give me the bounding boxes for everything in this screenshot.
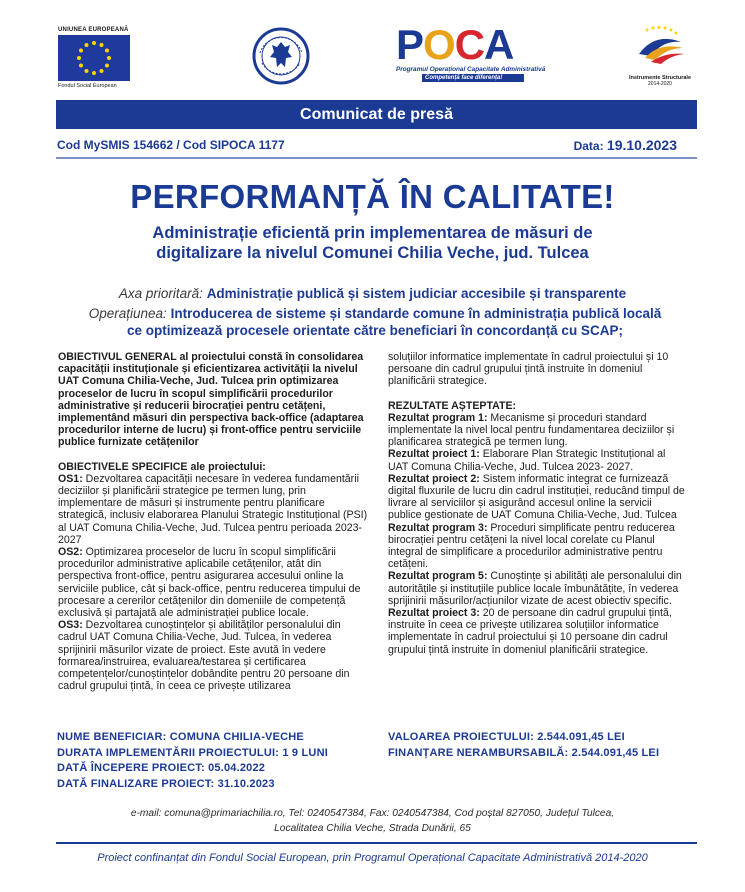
poca-logo: [396, 21, 546, 94]
structural-instruments-years: 2014-2020: [648, 81, 672, 87]
project-summary-right: [388, 730, 659, 761]
expected-results-heading: REZULTATE AȘTEPTATE:: [388, 399, 517, 412]
footer-divider: [56, 842, 697, 844]
subtitle-line-2: digitalizare la nivelul Comunei Chilia Veche, jud. Tulcea: [156, 244, 589, 262]
government-seal-icon: [252, 27, 310, 85]
implementation-duration: DURATA IMPLEMENTĂRII PROIECTULUI: 1 9 LUNI: [57, 746, 328, 759]
right-column: [388, 351, 688, 656]
result-item: Rezultat proiect 1: Elaborare Plan Strategic Instituțional al UAT Comuna Chilia-Veche, Jud. Tulcea 2023- 2027.: [388, 448, 666, 473]
result-item: Rezultat program 1: Mecanisme și proceduri standard implementate la nivel local pentru fundamentarea deciziilor și planificarea strategică pe termen lung.: [388, 411, 675, 449]
eu-logo: [58, 27, 134, 89]
funding-footer: Proiect confinanțat din Fondul Social European, prin Programul Operațional Capacitate Administrativă 2014-2020: [97, 852, 648, 864]
priority-axis-value: Administrație publică și sistem judiciar accesibile și transparente: [206, 286, 627, 301]
project-value: VALOAREA PROIECTULUI: 2.544.091,45 LEI: [388, 731, 625, 743]
specific-objective-1: OS1: Dezvoltarea capacității necesare în vederea fundamentării deciziilor și planificării strategice pe termen lung, prin implementare de măsuri și instrumente pentru planificare strategică, inclusiv elaborarea Planului Strategic Instituțional (PSI) al UAT Comuna Chilia-Veche, Jud. Tulcea pentru perioada 2023-2027: [58, 472, 368, 546]
operation-label: Operațiunea:: [88, 306, 167, 321]
result-item: Rezultat program 3: Proceduri simplificate pentru reducerea birocrației pentru cetățeni la nivel local corelate cu Planul integral de simplificare a procedurilor administrative pentru cetățeni.: [388, 521, 675, 571]
release-date: [574, 137, 677, 153]
project-summary-left: [57, 730, 328, 792]
government-seal: [252, 27, 310, 85]
logo-bar: [0, 22, 745, 92]
end-date: DATĂ FINALIZARE PROIECT: 31.10.2023: [57, 777, 275, 790]
operation-value-line-1: Introducerea de sisteme și standarde comune în administrația publică locală: [170, 306, 662, 321]
poca-motto: Competență face diferența!: [422, 74, 524, 82]
contact-line-1: e-mail: comuna@primariachilia.ro, Tel: 0240547384, Fax: 0240547384, Cod poștal 827050, Județul Tulcea,: [130, 808, 615, 819]
press-release-banner: Comunicat de presă: [56, 100, 697, 129]
left-column: [58, 351, 372, 692]
general-objective: OBIECTIVUL GENERAL al proiectului constă în consolidarea capacității instituționale și eficientizarea activității la nivelul UAT Comuna Chilia-Veche, Jud. Tulcea prin optimizarea proceselor de lucru în scopul simplificării procedurilor administrative și reducerii birocrației pentru cetățeni, implementând măsuri din perspectiva back-office (adaptarea procedurilor interne de lucru) și front-office pentru serviciile publice furnizate cetățenilor: [58, 351, 364, 449]
eu-flag-icon: [58, 35, 130, 81]
header-divider: [56, 157, 697, 159]
result-item: Rezultat proiect 3: 20 de persoane din cadrul grupului țintă, instruite în ceea ce privește utilizarea soluțiilor informatice implementate în cadrul proiectului și 10 persoane din cadrul grupului țintă instruite în domeniul planificării strategice.: [388, 607, 672, 656]
priority-axis: [0, 286, 745, 301]
operation-value-line-2: ce optimizează procesele orientate către beneficiari în concordanță cu SCAP;: [127, 323, 623, 338]
start-date: DATĂ ÎNCEPERE PROIECT: 05.04.2022: [57, 762, 266, 774]
project-codes: Cod MySMIS 154662 / Cod SIPOCA 1177: [57, 138, 285, 152]
structural-instruments-logo: [625, 24, 695, 94]
page-title: PERFORMANȚĂ ÎN CALITATE!: [130, 178, 615, 215]
specific-objective-3: OS3: Dezvoltarea cunoștințelor și abilităților personalului din cadrul UAT Comuna Chilia-Veche, Jud. Tulcea, în vederea sprijinirii măsurilor vizate de proiect. Este avută în vedere formarea/instruirea, evaluarea/testarea și certificarea competențelor/cunoștințelor dobândite pentru 20 persoane din cadrul grupului țintă, în ceea ce privește utilizarea: [58, 619, 350, 693]
date-label: Data:: [573, 139, 607, 153]
specific-objectives-heading: OBIECTIVELE SPECIFICE ale proiectului:: [58, 460, 266, 473]
contact-info: [60, 806, 685, 836]
subtitle-line-1: Administrație eficientă prin implementarea de măsuri de: [152, 224, 593, 242]
poca-wordmark: POCA: [396, 21, 514, 68]
beneficiary-name: NUME BENEFICIAR: COMUNA CHILIA-VECHE: [57, 731, 304, 743]
result-item: Rezultat program 5: Cunoștințe și abilități ale personalului din autoritățile și instituțiile publice locale îmbunătățite, în vederea sprijinirii măsurilor/acțiunilor vizate de acest obiectiv specific.: [388, 570, 682, 607]
date-value: 19.10.2023: [606, 137, 677, 153]
poca-program-name: Programul Operațional Capacitate Administrativă: [396, 66, 546, 73]
priority-axis-label: Axa prioritară:: [118, 286, 203, 301]
non-reimbursable-funding: FINANȚARE NERAMBURSABILĂ: 2.544.091,45 LEI: [388, 746, 660, 759]
operation: [80, 305, 670, 339]
eu-caption-bottom: Fondul Social European: [58, 83, 117, 89]
contact-line-2: Localitatea Chilia Veche, Strada Dunării, 65: [274, 823, 471, 834]
structural-instruments-icon: [625, 24, 695, 70]
result-item: Rezultat proiect 2: Sistem informatic integrat ce furnizează digital fluxurile de lucru din cadrul instituției, reducând timpul de livrare al serviciilor și asigurând accesul online la servicii publice gestionate de UAT Comuna Chilia-Veche, Jud. Tulcea: [388, 472, 685, 522]
specific-objective-2: OS2: Optimizarea proceselor de lucru în scopul simplificării procedurilor administrative aplicabile cetățenilor, atât din perspectiva front-office, pentru asigurarea accesului online la serviciile publice, cât și back-office, pentru reducerea timpului de procesare a cererilor cetățenilor din domeniile de competență exclusivă și partajată ale administrației publice locale.: [58, 546, 361, 620]
eu-caption-top: UNIUNEA EUROPEANĂ: [58, 27, 129, 33]
page-subtitle: [120, 223, 625, 263]
structural-instruments-name: Instrumente Structurale: [628, 75, 692, 81]
objective-continuation: soluțiilor informatice implementate în cadrul proiectului și 10 persoane din cadrul grupului țintă instruite în domeniul planificării strategice.: [388, 351, 669, 388]
